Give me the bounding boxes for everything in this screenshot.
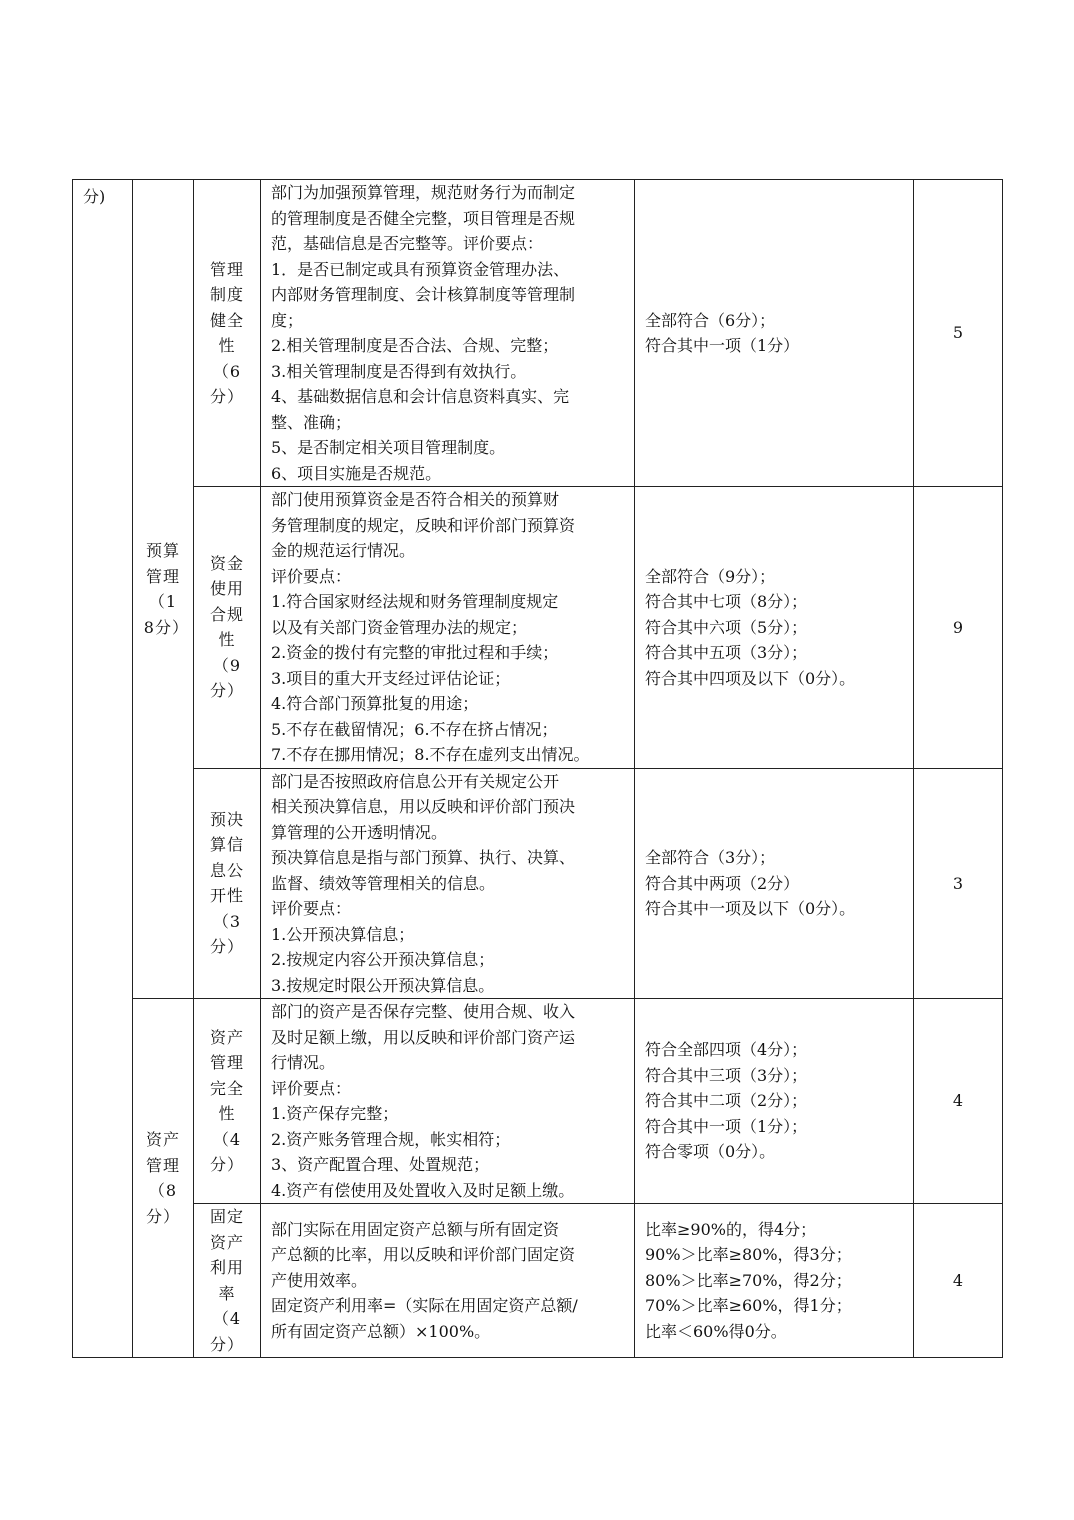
standard-line: 全部符合（6分）； [645,310,776,330]
standard-line: 符合其中三项（3分）； [645,1065,808,1085]
indicator-label: 预决算信息公开性（3分） [209,809,244,957]
description-line: 7.不存在挪用情况；8.不存在虚列支出情况。 [271,745,590,764]
indicator-label: 固定资产利用率（4分） [209,1207,244,1354]
description-line: 度； [271,310,304,330]
level2-category-label: 预算管理（18分） [143,541,189,637]
description-line: 部门为加强预算管理，规范财务行为而制定 [271,183,576,202]
indicator-cell [194,999,261,1204]
description-line: 算管理的公开透明情况。 [271,822,448,842]
description-line: 金的规范运行情况。 [271,541,416,560]
description-line: 预决算信息是指与部门预算、执行、决算、 [271,848,576,867]
level2-category-cell [133,180,194,999]
description-line: 4、基础数据信息和会计信息资料真实、完 [271,387,570,406]
description-cell [261,1204,635,1358]
description-line: 部门使用预算资金是否符合相关的预算财 [271,490,560,509]
standard-line: 比率≥90%的，得4分； [645,1219,817,1239]
level2-category-cell [133,999,194,1358]
indicator-cell [194,768,261,999]
description-cell [261,768,635,999]
description-line: 部门是否按照政府信息公开有关规定公开 [271,771,560,791]
description-line: 3.相关管理制度是否得到有效执行。 [271,361,527,381]
score-value: 9 [952,617,964,637]
score-cell [914,999,1003,1204]
standard-line: 90%＞比率≥80%，得3分； [645,1245,852,1265]
description-line: 产使用效率。 [271,1270,368,1290]
description-line: 范，基础信息是否完整等。评价要点： [271,234,544,253]
indicator-label: 资产管理完全性（4分） [209,1027,244,1174]
description-line: 2.资产账务管理合规，帐实相符； [271,1129,511,1149]
score-cell [914,1204,1003,1358]
description-cell [261,999,635,1204]
standard-line: 符合其中二项（2分）； [645,1091,808,1111]
standard-line: 符合其中一项（1分）； [645,1116,808,1136]
scoring-standard-cell [635,1204,914,1358]
table-row [73,487,1003,769]
description-line: 5、是否制定相关项目管理制度。 [271,438,506,457]
standard-line: 符合其中六项（5分）； [645,617,808,637]
score-value: 5 [952,323,964,343]
score-value: 3 [952,873,964,893]
table-row [73,180,1003,487]
description-line: 所有固定资产总额）×100%。 [271,1321,491,1341]
score-cell [914,768,1003,999]
score-value: 4 [952,1270,964,1290]
description-line: 及时足额上缴，用以反映和评价部门资产运 [271,1027,576,1047]
standard-line: 比率＜60%得0分。 [645,1321,787,1341]
description-line: 产总额的比率，用以反映和评价部门固定资 [271,1245,576,1265]
description-line: 以及有关部门资金管理办法的规定； [271,617,528,637]
standard-line: 70%＞比率≥60%，得1分； [645,1296,852,1316]
description-cell [261,180,635,487]
description-line: 4.资产有偿使用及处置收入及时足额上缴。 [271,1180,575,1200]
description-line: 1．是否已制定或具有预算资金管理办法、 [271,259,570,279]
standard-line: 符合其中五项（3分）； [645,643,808,662]
description-line: 3、资产配置合理、处置规范； [271,1155,490,1174]
description-line: 评价要点： [271,1078,352,1098]
scoring-standard-cell [635,999,914,1204]
description-line: 5.不存在截留情况；6.不存在挤占情况； [271,719,558,739]
description-cell [261,487,635,769]
description-line: 3.按规定时限公开预决算信息。 [271,975,495,995]
standard-line: 符合零项（0分）。 [645,1142,776,1162]
table-row [73,999,1003,1204]
standard-line: 符合其中一项及以下（0分）。 [645,899,856,918]
standard-line: 符合其中七项（8分）； [645,592,808,611]
description-line: 评价要点： [271,566,352,586]
description-line: 的管理制度是否健全完整，项目管理是否规 [271,208,576,228]
description-line: 内部财务管理制度、会计核算制度等管理制 [271,285,576,304]
score-value: 4 [952,1091,964,1111]
description-line: 2.相关管理制度是否合法、合规、完整； [271,336,559,355]
indicator-label: 资金使用合规性（9分） [209,553,244,701]
description-line: 3.项目的重大开支经过评估论证； [271,668,511,688]
description-line: 1.公开预决算信息； [271,924,415,944]
level2-category-label: 资产管理（8分） [145,1130,180,1226]
standard-line: 全部符合（9分）； [645,566,776,586]
description-line: 1.资产保存完整； [271,1104,399,1123]
score-cell [914,487,1003,769]
standard-line: 符合其中两项（2分） [645,873,800,893]
description-line: 2.资金的拨付有完整的审批过程和手续； [271,643,559,662]
standard-line: 全部符合（3分）； [645,848,776,867]
indicator-label: 管理制度健全性（6分） [209,259,244,406]
description-line: 6、项目实施是否规范。 [271,463,442,483]
scoring-standard-cell [635,768,914,999]
description-line: 行情况。 [271,1053,336,1072]
description-line: 4.符合部门预算批复的用途； [271,694,479,713]
description-line: 部门的资产是否保存完整、使用合规、收入 [271,1002,576,1021]
table-row [73,768,1003,999]
level1-category-fragment: 分) [83,187,106,206]
description-line: 部门实际在用固定资产总额与所有固定资 [271,1219,560,1239]
scoring-standard-cell [635,180,914,487]
description-line: 固定资产利用率=（实际在用固定资产总额/ [271,1296,578,1316]
table-row [73,1204,1003,1358]
indicator-cell [194,487,261,769]
score-cell [914,180,1003,487]
description-line: 整、准确； [271,412,352,432]
description-line: 监督、绩效等管理相关的信息。 [271,873,496,893]
level1-category-cell [73,180,133,1358]
description-line: 评价要点： [271,899,352,918]
evaluation-table [72,179,1003,1358]
standard-line: 80%＞比率≥70%，得2分； [645,1270,852,1290]
standard-line: 符合全部四项（4分）； [645,1040,808,1060]
description-line: 2.按规定内容公开预决算信息； [271,950,495,969]
scoring-standard-cell [635,487,914,769]
indicator-cell [194,1204,261,1358]
description-line: 务管理制度的规定，反映和评价部门预算资 [271,515,576,535]
indicator-cell [194,180,261,487]
standard-line: 符合其中四项及以下（0分）。 [645,668,856,688]
description-line: 相关预决算信息，用以反映和评价部门预决 [271,797,576,816]
standard-line: 符合其中一项（1分） [645,336,800,355]
description-line: 1.符合国家财经法规和财务管理制度规定 [271,592,559,611]
